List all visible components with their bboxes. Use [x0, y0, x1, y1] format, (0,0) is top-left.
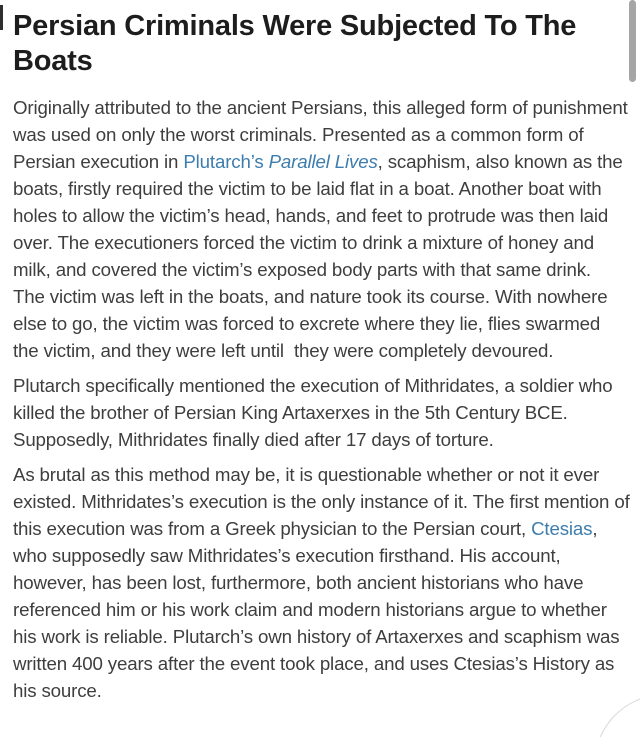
text-segment: , who supposedly saw Mithridates’s execution firsthand. His account, however, has been lost, furthermore, both ancient historians who have referenced him or his work claim and modern historians argue to whether his work is reliable. Plutarch’s own history of Artaxerxes and scaphism was written 400 years after the event took place, and uses Ctesias’s History as his source. [13, 518, 625, 701]
ctesias-link[interactable]: Ctesias [531, 518, 593, 539]
scrollbar-thumb[interactable] [629, 0, 636, 82]
clipped-caret-mark [0, 5, 3, 30]
paragraph [13, 372, 630, 453]
plutarch-parallel-lives-link[interactable]: Plutarch’s [183, 151, 269, 172]
text-segment: As brutal as this method may be, it is questionable whether or not it ever existed. Mithridates’s execution is the only instance of it. The first mention of this execution was from a Greek physician to the Persian court, [13, 464, 635, 539]
text-segment: Originally attributed to the ancient Persians, this alleged form of punishment was used on only the worst criminals. Presented as a common form of Persian execution in [13, 97, 633, 172]
text-segment: , scaphism, also known as the boats, firstly required the victim to be laid flat in a boat. Another boat with holes to allow the victim’s head, hands, and feet to protrude was then laid over. The executioners forced the victim to drink a mixture of honey and milk, and covered the victim’s exposed body parts with that same drink. The victim was left in the boats, and nature took its course. With nowhere else to go, the victim was forced to excrete where they lie, flies swarmed the victim, and they were left until they were completely devoured. [13, 151, 628, 361]
paragraph [13, 461, 635, 704]
plutarch-parallel-lives-link[interactable]: Parallel Lives [268, 151, 378, 172]
article-title: Persian Criminals Were Subjected To The Boats [13, 10, 577, 77]
paragraph [13, 94, 633, 364]
text-segment: Plutarch specifically mentioned the execution of Mithridates, a soldier who killed the brother of Persian King Artaxerxes in the 5th Century BCE. Supposedly, Mithridates finally died after 17 days of torture. [13, 375, 618, 450]
article-body [13, 94, 635, 704]
